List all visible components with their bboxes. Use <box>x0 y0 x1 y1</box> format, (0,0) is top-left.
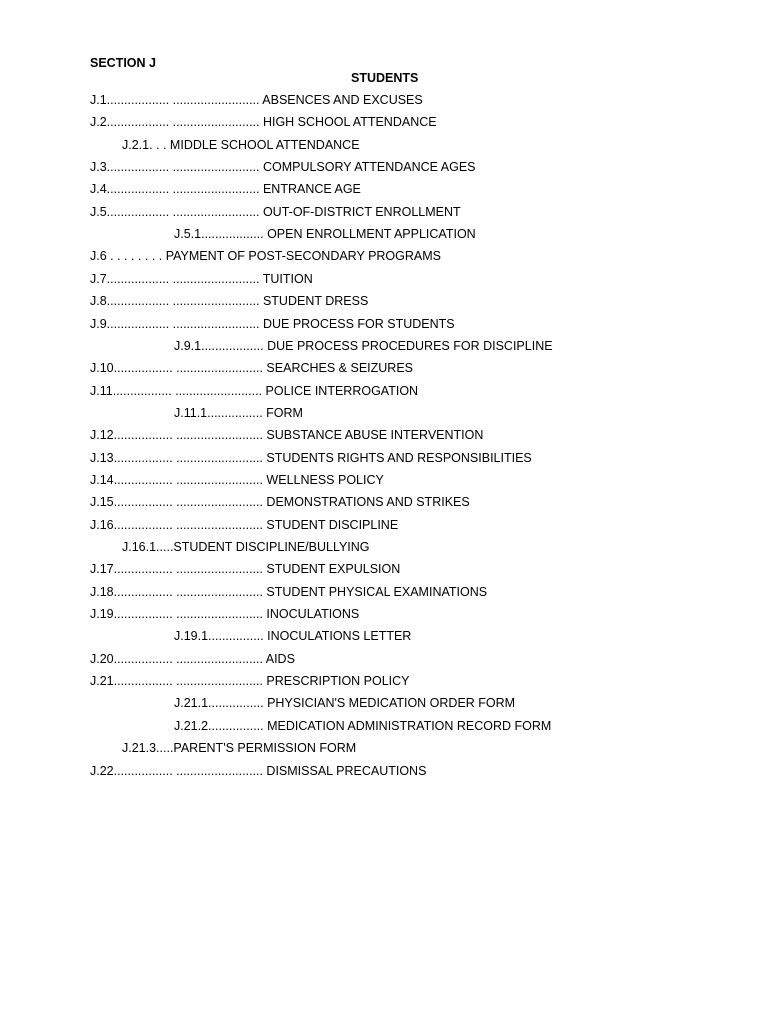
toc-entry: J.6 . . . . . . . . PAYMENT OF POST-SECONDARY PROGRAMS <box>90 249 441 264</box>
toc-entry: J.21.3.....PARENT'S PERMISSION FORM <box>122 741 357 756</box>
toc-entry: J.3.................. ......................... COMPULSORY ATTENDANCE AGES <box>90 160 476 175</box>
toc-entry: J.1.................. ......................... ABSENCES AND EXCUSES <box>90 93 423 107</box>
toc-entry: J.16................. ......................... STUDENT DISCIPLINE <box>90 517 399 532</box>
toc-entry: J.9.................. ......................... DUE PROCESS FOR STUDENTS <box>90 316 455 331</box>
toc-entry: J.5.................. ......................... OUT-OF-DISTRICT ENROLLMENT <box>90 204 461 219</box>
toc-entry: J.21................. ......................... PRESCRIPTION POLICY <box>90 674 410 689</box>
toc-entry: J.8.................. ......................... STUDENT DRESS <box>90 294 369 309</box>
toc-entry: J.17................. ......................... STUDENT EXPULSION <box>90 562 401 577</box>
toc-entry: J.15................. ......................... DEMONSTRATIONS AND STRIKES <box>90 495 470 510</box>
section-title: STUDENTS <box>351 71 419 85</box>
toc-entry: J.11................. ......................... POLICE INTERROGATION <box>90 383 419 398</box>
toc-entry: J.18................. ......................... STUDENT PHYSICAL EXAMINATIONS <box>90 584 488 599</box>
toc-entry: J.19................. ......................... INOCULATIONS <box>90 607 360 622</box>
toc-entry: J.21.1................ PHYSICIAN'S MEDICATION ORDER FORM <box>174 696 516 711</box>
toc-entry: J.2.................. ......................... HIGH SCHOOL ATTENDANCE <box>90 115 437 130</box>
toc-entry: J.16.1.....STUDENT DISCIPLINE/BULLYING <box>122 540 370 554</box>
toc-entry: J.12................. ......................... SUBSTANCE ABUSE INTERVENTION <box>90 428 484 443</box>
toc-entry: J.19.1................ INOCULATIONS LETTER <box>174 629 412 644</box>
toc-entry: J.13................. ......................... STUDENTS RIGHTS AND RESPONSIBILITIES <box>90 450 532 465</box>
toc-entry: J.22................. ......................... DISMISSAL PRECAUTIONS <box>90 763 427 778</box>
toc-entry: J.21.2................ MEDICATION ADMINISTRATION RECORD FORM <box>174 718 552 733</box>
toc-entry: J.7.................. ......................... TUITION <box>90 271 313 286</box>
toc-entry: J.5.1.................. OPEN ENROLLMENT APPLICATION <box>174 227 476 242</box>
toc-entry: J.9.1.................. DUE PROCESS PROCEDURES FOR DISCIPLINE <box>174 338 553 353</box>
toc-entry: J.2.1. . . MIDDLE SCHOOL ATTENDANCE <box>122 137 360 152</box>
toc-entry: J.10................. ......................... SEARCHES & SEIZURES <box>90 361 413 376</box>
section-label: SECTION J <box>90 56 156 70</box>
toc-entry: J.20................. ......................... AIDS <box>90 651 295 666</box>
toc-entry: J.14................. ......................... WELLNESS POLICY <box>90 472 384 487</box>
toc-entry: J.11.1................ FORM <box>174 405 303 420</box>
toc-entry: J.4.................. ......................... ENTRANCE AGE <box>90 182 361 197</box>
